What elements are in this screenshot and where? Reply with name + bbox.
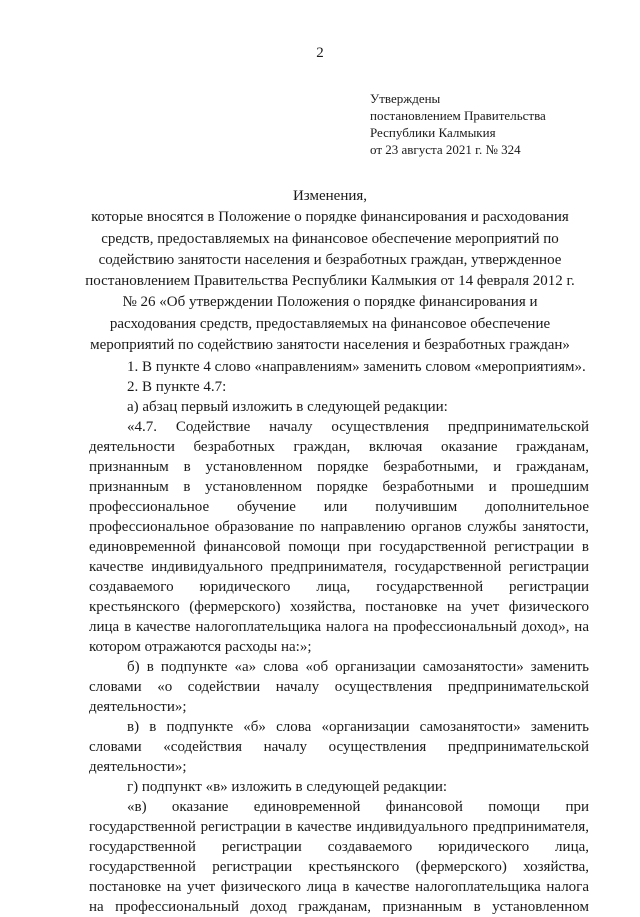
body-line: 2. В пункте 4.7: [127,379,227,395]
body-line: государственной регистрации крестьянского (фермерского) хозяйства, [89,859,589,875]
body-line: деятельности безработных граждан, включая оказание гражданам, [89,439,589,455]
document-body [89,357,589,917]
body-line: «в) оказание единовременной финансовой помощи при [127,799,589,815]
body-line: г) подпункт «в» изложить в следующей редакции: [127,779,448,795]
page-number: 2 [316,45,324,61]
title-line: средств, предоставляемых на финансовое обеспечение мероприятий по [101,230,559,247]
document-title [70,186,590,356]
title-line: расходования средств, предоставляемых на финансовое обеспечение [109,315,551,332]
body-line: деятельности»; [89,699,187,715]
body-line: профессиональное обучение или получившим дополнительное [89,499,589,515]
approval-line: Республики Калмыкия [370,125,496,140]
body-line: признанным в установленном порядке безработными и прошедшим [89,479,589,495]
approval-line: Утверждены [370,91,441,106]
body-line: постановке на учет физического лица в качестве налогоплательщика налога [89,879,589,895]
body-line: деятельности»; [89,759,187,775]
title-line: мероприятий по содействию занятости населения и безработных граждан» [90,337,570,354]
title-line: постановлением Правительства Республики Калмыкия от 14 февраля 2012 г. [85,273,575,290]
approval-line: от 23 августа 2021 г. № 324 [370,142,521,157]
body-line: б) в подпункте «а» слова «об организации самозанятости» заменить [127,659,589,675]
body-line: словами «о содействии началу осуществления предпринимательской [89,679,589,695]
body-line: словами «содействия началу осуществления предпринимательской [89,739,589,755]
body-line: 1. В пункте 4 слово «направлениям» заменить словом «мероприятиям». [127,359,586,375]
title-line: Изменения, [292,188,368,204]
approval-line: постановлением Правительства [370,108,546,123]
body-line: государственной регистрации создаваемого юридического лица, [89,839,589,855]
body-line: единовременной финансовой помощи при государственной регистрации в [89,539,589,555]
body-line: крестьянского (фермерского) хозяйства, постановке на учет физического [89,599,589,615]
body-line: котором отражаются расходы на:»; [89,639,312,655]
body-line: создаваемого юридического лица, государственной регистрации [89,579,589,595]
body-line: признанным в установленном порядке безработными, и гражданам, [89,459,589,475]
body-line: в) в подпункте «б» слова «организации самозанятости» заменить [127,719,589,735]
body-line: профессиональное образование по направлению органов службы занятости, [89,519,589,535]
approval-stamp [370,90,620,158]
body-line: «4.7. Содействие началу осуществления предпринимательской [127,419,589,435]
body-line: лица в качестве налогоплательщика налога на профессиональный доход», на [89,619,589,635]
body-line: а) абзац первый изложить в следующей редакции: [127,399,448,415]
title-line: которые вносятся в Положение о порядке финансирования и расходования [91,209,569,226]
title-line: содействию занятости населения и безработных граждан, утвержденное [98,251,562,268]
body-line: государственной регистрации в качестве индивидуального предпринимателя, [89,819,589,835]
body-line: на профессиональный доход гражданам, признанным в установленном [89,899,589,915]
title-line: № 26 «Об утверждении Положения о порядке финансирования и [122,294,538,311]
body-line: качестве индивидуального предпринимателя, государственной регистрации [89,559,589,575]
